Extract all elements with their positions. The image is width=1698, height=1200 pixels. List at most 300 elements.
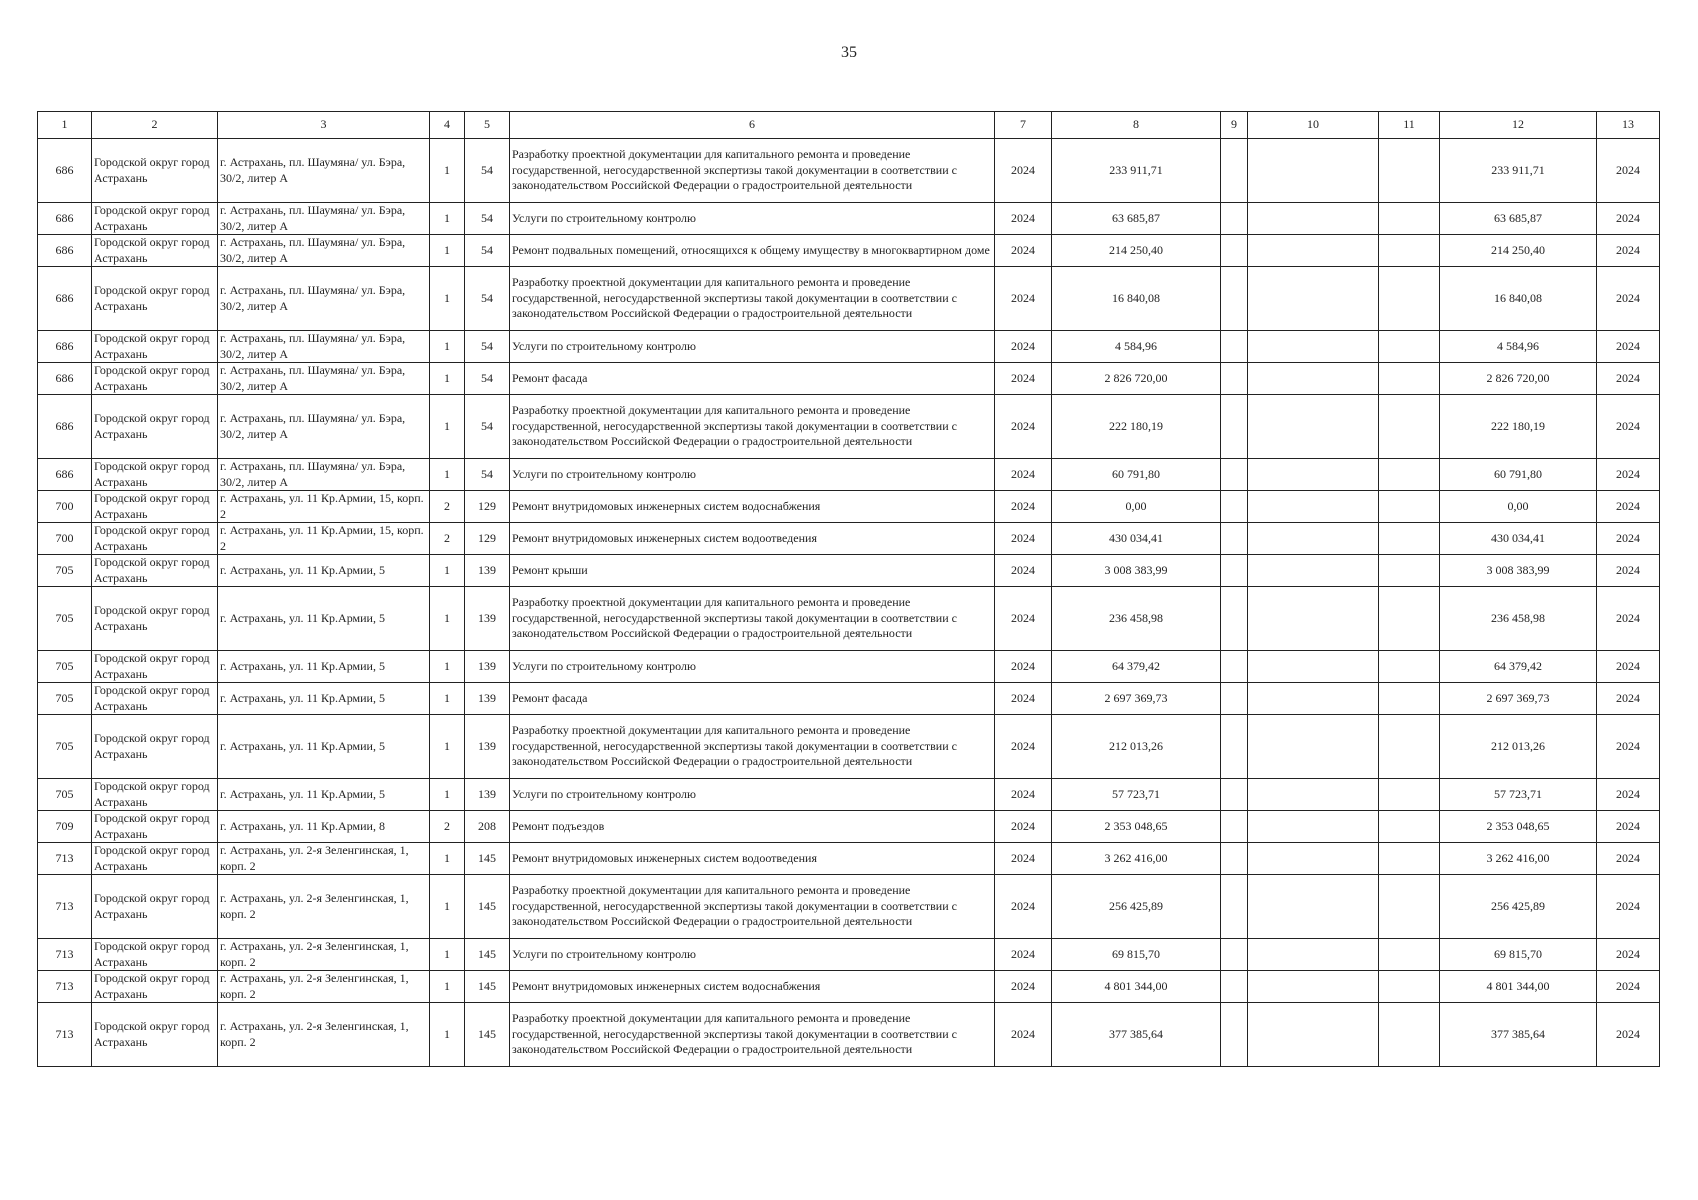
row-number-cell: 700 [38, 523, 92, 555]
col-11-value-cell [1379, 939, 1440, 971]
amount-total-cell: 0,00 [1440, 491, 1597, 523]
municipality-cell: Городской округ город Астрахань [92, 1003, 218, 1067]
row-number-cell: 705 [38, 651, 92, 683]
col-11-value-cell [1379, 491, 1440, 523]
municipality-cell: Городской округ город Астрахань [92, 843, 218, 875]
col-header: 8 [1052, 112, 1221, 139]
amount-total-cell: 4 584,96 [1440, 331, 1597, 363]
year-cell: 2024 [995, 939, 1052, 971]
year-end-cell: 2024 [1597, 1003, 1660, 1067]
col-11-value-cell [1379, 331, 1440, 363]
col-10-value-cell [1248, 587, 1379, 651]
address-cell: г. Астрахань, ул. 11 Кр.Армии, 5 [218, 715, 430, 779]
col-4-value-cell: 1 [430, 875, 465, 939]
col-9-value-cell [1221, 395, 1248, 459]
row-number-cell: 705 [38, 779, 92, 811]
table-row [38, 395, 1660, 459]
col-10-value-cell [1248, 779, 1379, 811]
row-number-cell: 713 [38, 939, 92, 971]
municipality-cell: Городской округ город Астрахань [92, 715, 218, 779]
col-5-value-cell: 145 [465, 875, 510, 939]
col-11-value-cell [1379, 523, 1440, 555]
year-end-cell: 2024 [1597, 779, 1660, 811]
table-row [38, 139, 1660, 203]
address-cell: г. Астрахань, ул. 11 Кр.Армии, 15, корп. 2 [218, 491, 430, 523]
col-5-value-cell: 129 [465, 491, 510, 523]
col-11-value-cell [1379, 363, 1440, 395]
year-cell: 2024 [995, 235, 1052, 267]
municipality-cell: Городской округ город Астрахань [92, 971, 218, 1003]
amount-cell: 64 379,42 [1052, 651, 1221, 683]
municipality-cell: Городской округ город Астрахань [92, 139, 218, 203]
col-11-value-cell [1379, 1003, 1440, 1067]
header-row [38, 112, 1660, 139]
work-type-cell: Ремонт внутридомовых инженерных систем водоотведения [510, 523, 995, 555]
year-cell: 2024 [995, 683, 1052, 715]
col-4-value-cell: 1 [430, 459, 465, 491]
municipality-cell: Городской округ город Астрахань [92, 555, 218, 587]
table-row [38, 715, 1660, 779]
table-row [38, 939, 1660, 971]
col-4-value-cell: 1 [430, 939, 465, 971]
work-type-cell: Услуги по строительному контролю [510, 651, 995, 683]
row-number-cell: 705 [38, 683, 92, 715]
address-cell: г. Астрахань, пл. Шаумяна/ ул. Бэра, 30/2, литер А [218, 139, 430, 203]
col-10-value-cell [1248, 267, 1379, 331]
table-row [38, 651, 1660, 683]
amount-cell: 57 723,71 [1052, 779, 1221, 811]
col-header: 4 [430, 112, 465, 139]
table-row [38, 203, 1660, 235]
year-cell: 2024 [995, 779, 1052, 811]
year-end-cell: 2024 [1597, 811, 1660, 843]
year-end-cell: 2024 [1597, 363, 1660, 395]
col-11-value-cell [1379, 459, 1440, 491]
col-5-value-cell: 139 [465, 651, 510, 683]
address-cell: г. Астрахань, ул. 2-я Зеленгинская, 1, корп. 2 [218, 843, 430, 875]
col-4-value-cell: 1 [430, 1003, 465, 1067]
municipality-cell: Городской округ город Астрахань [92, 811, 218, 843]
col-11-value-cell [1379, 587, 1440, 651]
year-cell: 2024 [995, 363, 1052, 395]
col-11-value-cell [1379, 139, 1440, 203]
table-row [38, 811, 1660, 843]
amount-cell: 2 353 048,65 [1052, 811, 1221, 843]
amount-total-cell: 214 250,40 [1440, 235, 1597, 267]
year-cell: 2024 [995, 715, 1052, 779]
row-number-cell: 686 [38, 459, 92, 491]
col-4-value-cell: 1 [430, 587, 465, 651]
year-end-cell: 2024 [1597, 939, 1660, 971]
amount-cell: 69 815,70 [1052, 939, 1221, 971]
amount-total-cell: 222 180,19 [1440, 395, 1597, 459]
col-10-value-cell [1248, 235, 1379, 267]
municipality-cell: Городской округ город Астрахань [92, 459, 218, 491]
col-11-value-cell [1379, 395, 1440, 459]
col-11-value-cell [1379, 651, 1440, 683]
col-4-value-cell: 1 [430, 395, 465, 459]
work-type-cell: Ремонт внутридомовых инженерных систем водоотведения [510, 843, 995, 875]
year-end-cell: 2024 [1597, 971, 1660, 1003]
col-5-value-cell: 208 [465, 811, 510, 843]
table-row [38, 875, 1660, 939]
col-11-value-cell [1379, 683, 1440, 715]
row-number-cell: 713 [38, 843, 92, 875]
col-header: 5 [465, 112, 510, 139]
col-9-value-cell [1221, 683, 1248, 715]
amount-total-cell: 377 385,64 [1440, 1003, 1597, 1067]
register-table [37, 111, 1660, 1067]
year-cell: 2024 [995, 523, 1052, 555]
col-5-value-cell: 54 [465, 139, 510, 203]
col-4-value-cell: 1 [430, 683, 465, 715]
col-10-value-cell [1248, 459, 1379, 491]
amount-total-cell: 16 840,08 [1440, 267, 1597, 331]
col-4-value-cell: 1 [430, 331, 465, 363]
col-9-value-cell [1221, 875, 1248, 939]
col-4-value-cell: 1 [430, 267, 465, 331]
address-cell: г. Астрахань, ул. 2-я Зеленгинская, 1, корп. 2 [218, 1003, 430, 1067]
amount-cell: 3 008 383,99 [1052, 555, 1221, 587]
year-cell: 2024 [995, 139, 1052, 203]
address-cell: г. Астрахань, ул. 2-я Зеленгинская, 1, корп. 2 [218, 875, 430, 939]
amount-cell: 214 250,40 [1052, 235, 1221, 267]
col-4-value-cell: 2 [430, 523, 465, 555]
col-4-value-cell: 2 [430, 491, 465, 523]
municipality-cell: Городской округ город Астрахань [92, 587, 218, 651]
col-9-value-cell [1221, 331, 1248, 363]
work-type-cell: Услуги по строительному контролю [510, 203, 995, 235]
municipality-cell: Городской округ город Астрахань [92, 491, 218, 523]
amount-total-cell: 64 379,42 [1440, 651, 1597, 683]
year-cell: 2024 [995, 395, 1052, 459]
col-9-value-cell [1221, 267, 1248, 331]
year-end-cell: 2024 [1597, 715, 1660, 779]
year-cell: 2024 [995, 587, 1052, 651]
work-type-cell: Услуги по строительному контролю [510, 779, 995, 811]
amount-total-cell: 3 262 416,00 [1440, 843, 1597, 875]
row-number-cell: 686 [38, 139, 92, 203]
work-type-cell: Ремонт внутридомовых инженерных систем водоснабжения [510, 971, 995, 1003]
row-number-cell: 709 [38, 811, 92, 843]
col-header: 6 [510, 112, 995, 139]
row-number-cell: 686 [38, 267, 92, 331]
year-cell: 2024 [995, 491, 1052, 523]
col-header: 1 [38, 112, 92, 139]
amount-cell: 2 826 720,00 [1052, 363, 1221, 395]
work-type-cell: Разработку проектной документации для капитального ремонта и проведение государственной, негосударственной экспертизы такой документации в соответствии с законодательством Российской Федерации о градостроительной деятельности [510, 395, 995, 459]
address-cell: г. Астрахань, ул. 11 Кр.Армии, 5 [218, 683, 430, 715]
col-11-value-cell [1379, 811, 1440, 843]
col-4-value-cell: 1 [430, 235, 465, 267]
table-row [38, 331, 1660, 363]
amount-total-cell: 2 826 720,00 [1440, 363, 1597, 395]
col-5-value-cell: 139 [465, 587, 510, 651]
col-9-value-cell [1221, 715, 1248, 779]
table-row [38, 523, 1660, 555]
col-11-value-cell [1379, 235, 1440, 267]
address-cell: г. Астрахань, пл. Шаумяна/ ул. Бэра, 30/2, литер А [218, 235, 430, 267]
col-9-value-cell [1221, 139, 1248, 203]
col-10-value-cell [1248, 331, 1379, 363]
col-5-value-cell: 54 [465, 267, 510, 331]
row-number-cell: 705 [38, 555, 92, 587]
year-cell: 2024 [995, 843, 1052, 875]
year-end-cell: 2024 [1597, 395, 1660, 459]
address-cell: г. Астрахань, пл. Шаумяна/ ул. Бэра, 30/2, литер А [218, 363, 430, 395]
amount-total-cell: 4 801 344,00 [1440, 971, 1597, 1003]
year-end-cell: 2024 [1597, 587, 1660, 651]
year-cell: 2024 [995, 203, 1052, 235]
col-5-value-cell: 54 [465, 363, 510, 395]
work-type-cell: Ремонт фасада [510, 363, 995, 395]
col-9-value-cell [1221, 491, 1248, 523]
col-4-value-cell: 1 [430, 651, 465, 683]
col-10-value-cell [1248, 875, 1379, 939]
col-10-value-cell [1248, 971, 1379, 1003]
work-type-cell: Разработку проектной документации для капитального ремонта и проведение государственной, негосударственной экспертизы такой документации в соответствии с законодательством Российской Федерации о градостроительной деятельности [510, 587, 995, 651]
amount-total-cell: 3 008 383,99 [1440, 555, 1597, 587]
amount-cell: 4 584,96 [1052, 331, 1221, 363]
address-cell: г. Астрахань, пл. Шаумяна/ ул. Бэра, 30/2, литер А [218, 267, 430, 331]
col-9-value-cell [1221, 779, 1248, 811]
col-10-value-cell [1248, 363, 1379, 395]
col-5-value-cell: 145 [465, 843, 510, 875]
col-5-value-cell: 145 [465, 1003, 510, 1067]
address-cell: г. Астрахань, ул. 11 Кр.Армии, 5 [218, 651, 430, 683]
table-row [38, 363, 1660, 395]
table-row [38, 555, 1660, 587]
col-header: 3 [218, 112, 430, 139]
work-type-cell: Разработку проектной документации для капитального ремонта и проведение государственной, негосударственной экспертизы такой документации в соответствии с законодательством Российской Федерации о градостроительной деятельности [510, 715, 995, 779]
col-4-value-cell: 1 [430, 715, 465, 779]
municipality-cell: Городской округ город Астрахань [92, 395, 218, 459]
col-9-value-cell [1221, 235, 1248, 267]
municipality-cell: Городской округ город Астрахань [92, 267, 218, 331]
col-5-value-cell: 54 [465, 203, 510, 235]
work-type-cell: Ремонт фасада [510, 683, 995, 715]
amount-cell: 16 840,08 [1052, 267, 1221, 331]
year-end-cell: 2024 [1597, 459, 1660, 491]
col-header: 11 [1379, 112, 1440, 139]
amount-cell: 222 180,19 [1052, 395, 1221, 459]
amount-total-cell: 236 458,98 [1440, 587, 1597, 651]
row-number-cell: 686 [38, 331, 92, 363]
year-end-cell: 2024 [1597, 331, 1660, 363]
amount-total-cell: 69 815,70 [1440, 939, 1597, 971]
row-number-cell: 713 [38, 971, 92, 1003]
address-cell: г. Астрахань, пл. Шаумяна/ ул. Бэра, 30/2, литер А [218, 203, 430, 235]
row-number-cell: 713 [38, 1003, 92, 1067]
col-9-value-cell [1221, 1003, 1248, 1067]
amount-cell: 4 801 344,00 [1052, 971, 1221, 1003]
amount-total-cell: 60 791,80 [1440, 459, 1597, 491]
amount-cell: 212 013,26 [1052, 715, 1221, 779]
col-9-value-cell [1221, 811, 1248, 843]
amount-cell: 377 385,64 [1052, 1003, 1221, 1067]
col-header: 7 [995, 112, 1052, 139]
year-cell: 2024 [995, 875, 1052, 939]
table-row [38, 971, 1660, 1003]
col-10-value-cell [1248, 491, 1379, 523]
address-cell: г. Астрахань, пл. Шаумяна/ ул. Бэра, 30/2, литер А [218, 395, 430, 459]
col-5-value-cell: 145 [465, 971, 510, 1003]
municipality-cell: Городской округ город Астрахань [92, 363, 218, 395]
col-11-value-cell [1379, 267, 1440, 331]
work-type-cell: Услуги по строительному контролю [510, 459, 995, 491]
amount-cell: 256 425,89 [1052, 875, 1221, 939]
col-11-value-cell [1379, 715, 1440, 779]
year-end-cell: 2024 [1597, 651, 1660, 683]
col-header: 12 [1440, 112, 1597, 139]
col-header: 10 [1248, 112, 1379, 139]
year-end-cell: 2024 [1597, 203, 1660, 235]
col-10-value-cell [1248, 651, 1379, 683]
col-9-value-cell [1221, 971, 1248, 1003]
col-11-value-cell [1379, 555, 1440, 587]
address-cell: г. Астрахань, ул. 11 Кр.Армии, 8 [218, 811, 430, 843]
work-type-cell: Разработку проектной документации для капитального ремонта и проведение государственной, негосударственной экспертизы такой документации в соответствии с законодательством Российской Федерации о градостроительной деятельности [510, 1003, 995, 1067]
col-4-value-cell: 1 [430, 779, 465, 811]
row-number-cell: 686 [38, 203, 92, 235]
col-10-value-cell [1248, 811, 1379, 843]
col-11-value-cell [1379, 843, 1440, 875]
municipality-cell: Городской округ город Астрахань [92, 875, 218, 939]
col-5-value-cell: 54 [465, 331, 510, 363]
col-9-value-cell [1221, 523, 1248, 555]
col-5-value-cell: 54 [465, 459, 510, 491]
col-9-value-cell [1221, 203, 1248, 235]
col-10-value-cell [1248, 203, 1379, 235]
col-5-value-cell: 145 [465, 939, 510, 971]
year-end-cell: 2024 [1597, 267, 1660, 331]
work-type-cell: Ремонт крыши [510, 555, 995, 587]
col-header: 13 [1597, 112, 1660, 139]
row-number-cell: 713 [38, 875, 92, 939]
table-row [38, 235, 1660, 267]
col-4-value-cell: 1 [430, 971, 465, 1003]
col-header: 2 [92, 112, 218, 139]
year-end-cell: 2024 [1597, 843, 1660, 875]
col-10-value-cell [1248, 523, 1379, 555]
page-number: 35 [841, 44, 857, 61]
col-5-value-cell: 129 [465, 523, 510, 555]
col-9-value-cell [1221, 555, 1248, 587]
address-cell: г. Астрахань, ул. 11 Кр.Армии, 5 [218, 779, 430, 811]
work-type-cell: Разработку проектной документации для капитального ремонта и проведение государственной, негосударственной экспертизы такой документации в соответствии с законодательством Российской Федерации о градостроительной деятельности [510, 139, 995, 203]
row-number-cell: 686 [38, 395, 92, 459]
amount-total-cell: 2 353 048,65 [1440, 811, 1597, 843]
col-10-value-cell [1248, 843, 1379, 875]
col-10-value-cell [1248, 715, 1379, 779]
col-10-value-cell [1248, 395, 1379, 459]
amount-total-cell: 256 425,89 [1440, 875, 1597, 939]
row-number-cell: 700 [38, 491, 92, 523]
col-5-value-cell: 139 [465, 715, 510, 779]
amount-cell: 60 791,80 [1052, 459, 1221, 491]
col-5-value-cell: 139 [465, 683, 510, 715]
year-end-cell: 2024 [1597, 523, 1660, 555]
year-cell: 2024 [995, 971, 1052, 1003]
year-end-cell: 2024 [1597, 555, 1660, 587]
col-5-value-cell: 54 [465, 395, 510, 459]
work-type-cell: Услуги по строительному контролю [510, 939, 995, 971]
col-4-value-cell: 1 [430, 203, 465, 235]
municipality-cell: Городской округ город Астрахань [92, 331, 218, 363]
col-5-value-cell: 139 [465, 779, 510, 811]
col-header: 9 [1221, 112, 1248, 139]
amount-cell: 236 458,98 [1052, 587, 1221, 651]
amount-cell: 63 685,87 [1052, 203, 1221, 235]
work-type-cell: Ремонт подвальных помещений, относящихся к общему имуществу в многоквартирном доме [510, 235, 995, 267]
year-cell: 2024 [995, 651, 1052, 683]
municipality-cell: Городской округ город Астрахань [92, 235, 218, 267]
table-row [38, 1003, 1660, 1067]
address-cell: г. Астрахань, пл. Шаумяна/ ул. Бэра, 30/2, литер А [218, 331, 430, 363]
col-5-value-cell: 54 [465, 235, 510, 267]
col-11-value-cell [1379, 875, 1440, 939]
col-10-value-cell [1248, 1003, 1379, 1067]
col-4-value-cell: 1 [430, 555, 465, 587]
year-cell: 2024 [995, 555, 1052, 587]
col-4-value-cell: 1 [430, 363, 465, 395]
col-4-value-cell: 2 [430, 811, 465, 843]
col-9-value-cell [1221, 651, 1248, 683]
municipality-cell: Городской округ город Астрахань [92, 203, 218, 235]
address-cell: г. Астрахань, ул. 2-я Зеленгинская, 1, корп. 2 [218, 939, 430, 971]
col-4-value-cell: 1 [430, 843, 465, 875]
year-cell: 2024 [995, 811, 1052, 843]
amount-total-cell: 57 723,71 [1440, 779, 1597, 811]
col-11-value-cell [1379, 779, 1440, 811]
table-row [38, 843, 1660, 875]
col-9-value-cell [1221, 459, 1248, 491]
work-type-cell: Услуги по строительному контролю [510, 331, 995, 363]
amount-cell: 0,00 [1052, 491, 1221, 523]
row-number-cell: 686 [38, 235, 92, 267]
table-row [38, 587, 1660, 651]
amount-total-cell: 430 034,41 [1440, 523, 1597, 555]
col-10-value-cell [1248, 555, 1379, 587]
col-9-value-cell [1221, 363, 1248, 395]
amount-total-cell: 212 013,26 [1440, 715, 1597, 779]
table-row [38, 683, 1660, 715]
work-type-cell: Ремонт внутридомовых инженерных систем водоснабжения [510, 491, 995, 523]
table-row [38, 267, 1660, 331]
row-number-cell: 705 [38, 587, 92, 651]
year-end-cell: 2024 [1597, 139, 1660, 203]
amount-cell: 2 697 369,73 [1052, 683, 1221, 715]
year-cell: 2024 [995, 331, 1052, 363]
year-end-cell: 2024 [1597, 235, 1660, 267]
col-10-value-cell [1248, 139, 1379, 203]
col-9-value-cell [1221, 939, 1248, 971]
year-cell: 2024 [995, 1003, 1052, 1067]
municipality-cell: Городской округ город Астрахань [92, 939, 218, 971]
col-5-value-cell: 139 [465, 555, 510, 587]
col-10-value-cell [1248, 939, 1379, 971]
address-cell: г. Астрахань, ул. 11 Кр.Армии, 5 [218, 587, 430, 651]
col-11-value-cell [1379, 971, 1440, 1003]
municipality-cell: Городской округ город Астрахань [92, 683, 218, 715]
col-11-value-cell [1379, 203, 1440, 235]
address-cell: г. Астрахань, ул. 11 Кр.Армии, 15, корп. 2 [218, 523, 430, 555]
row-number-cell: 705 [38, 715, 92, 779]
table-row [38, 779, 1660, 811]
col-10-value-cell [1248, 683, 1379, 715]
year-cell: 2024 [995, 267, 1052, 331]
amount-cell: 3 262 416,00 [1052, 843, 1221, 875]
